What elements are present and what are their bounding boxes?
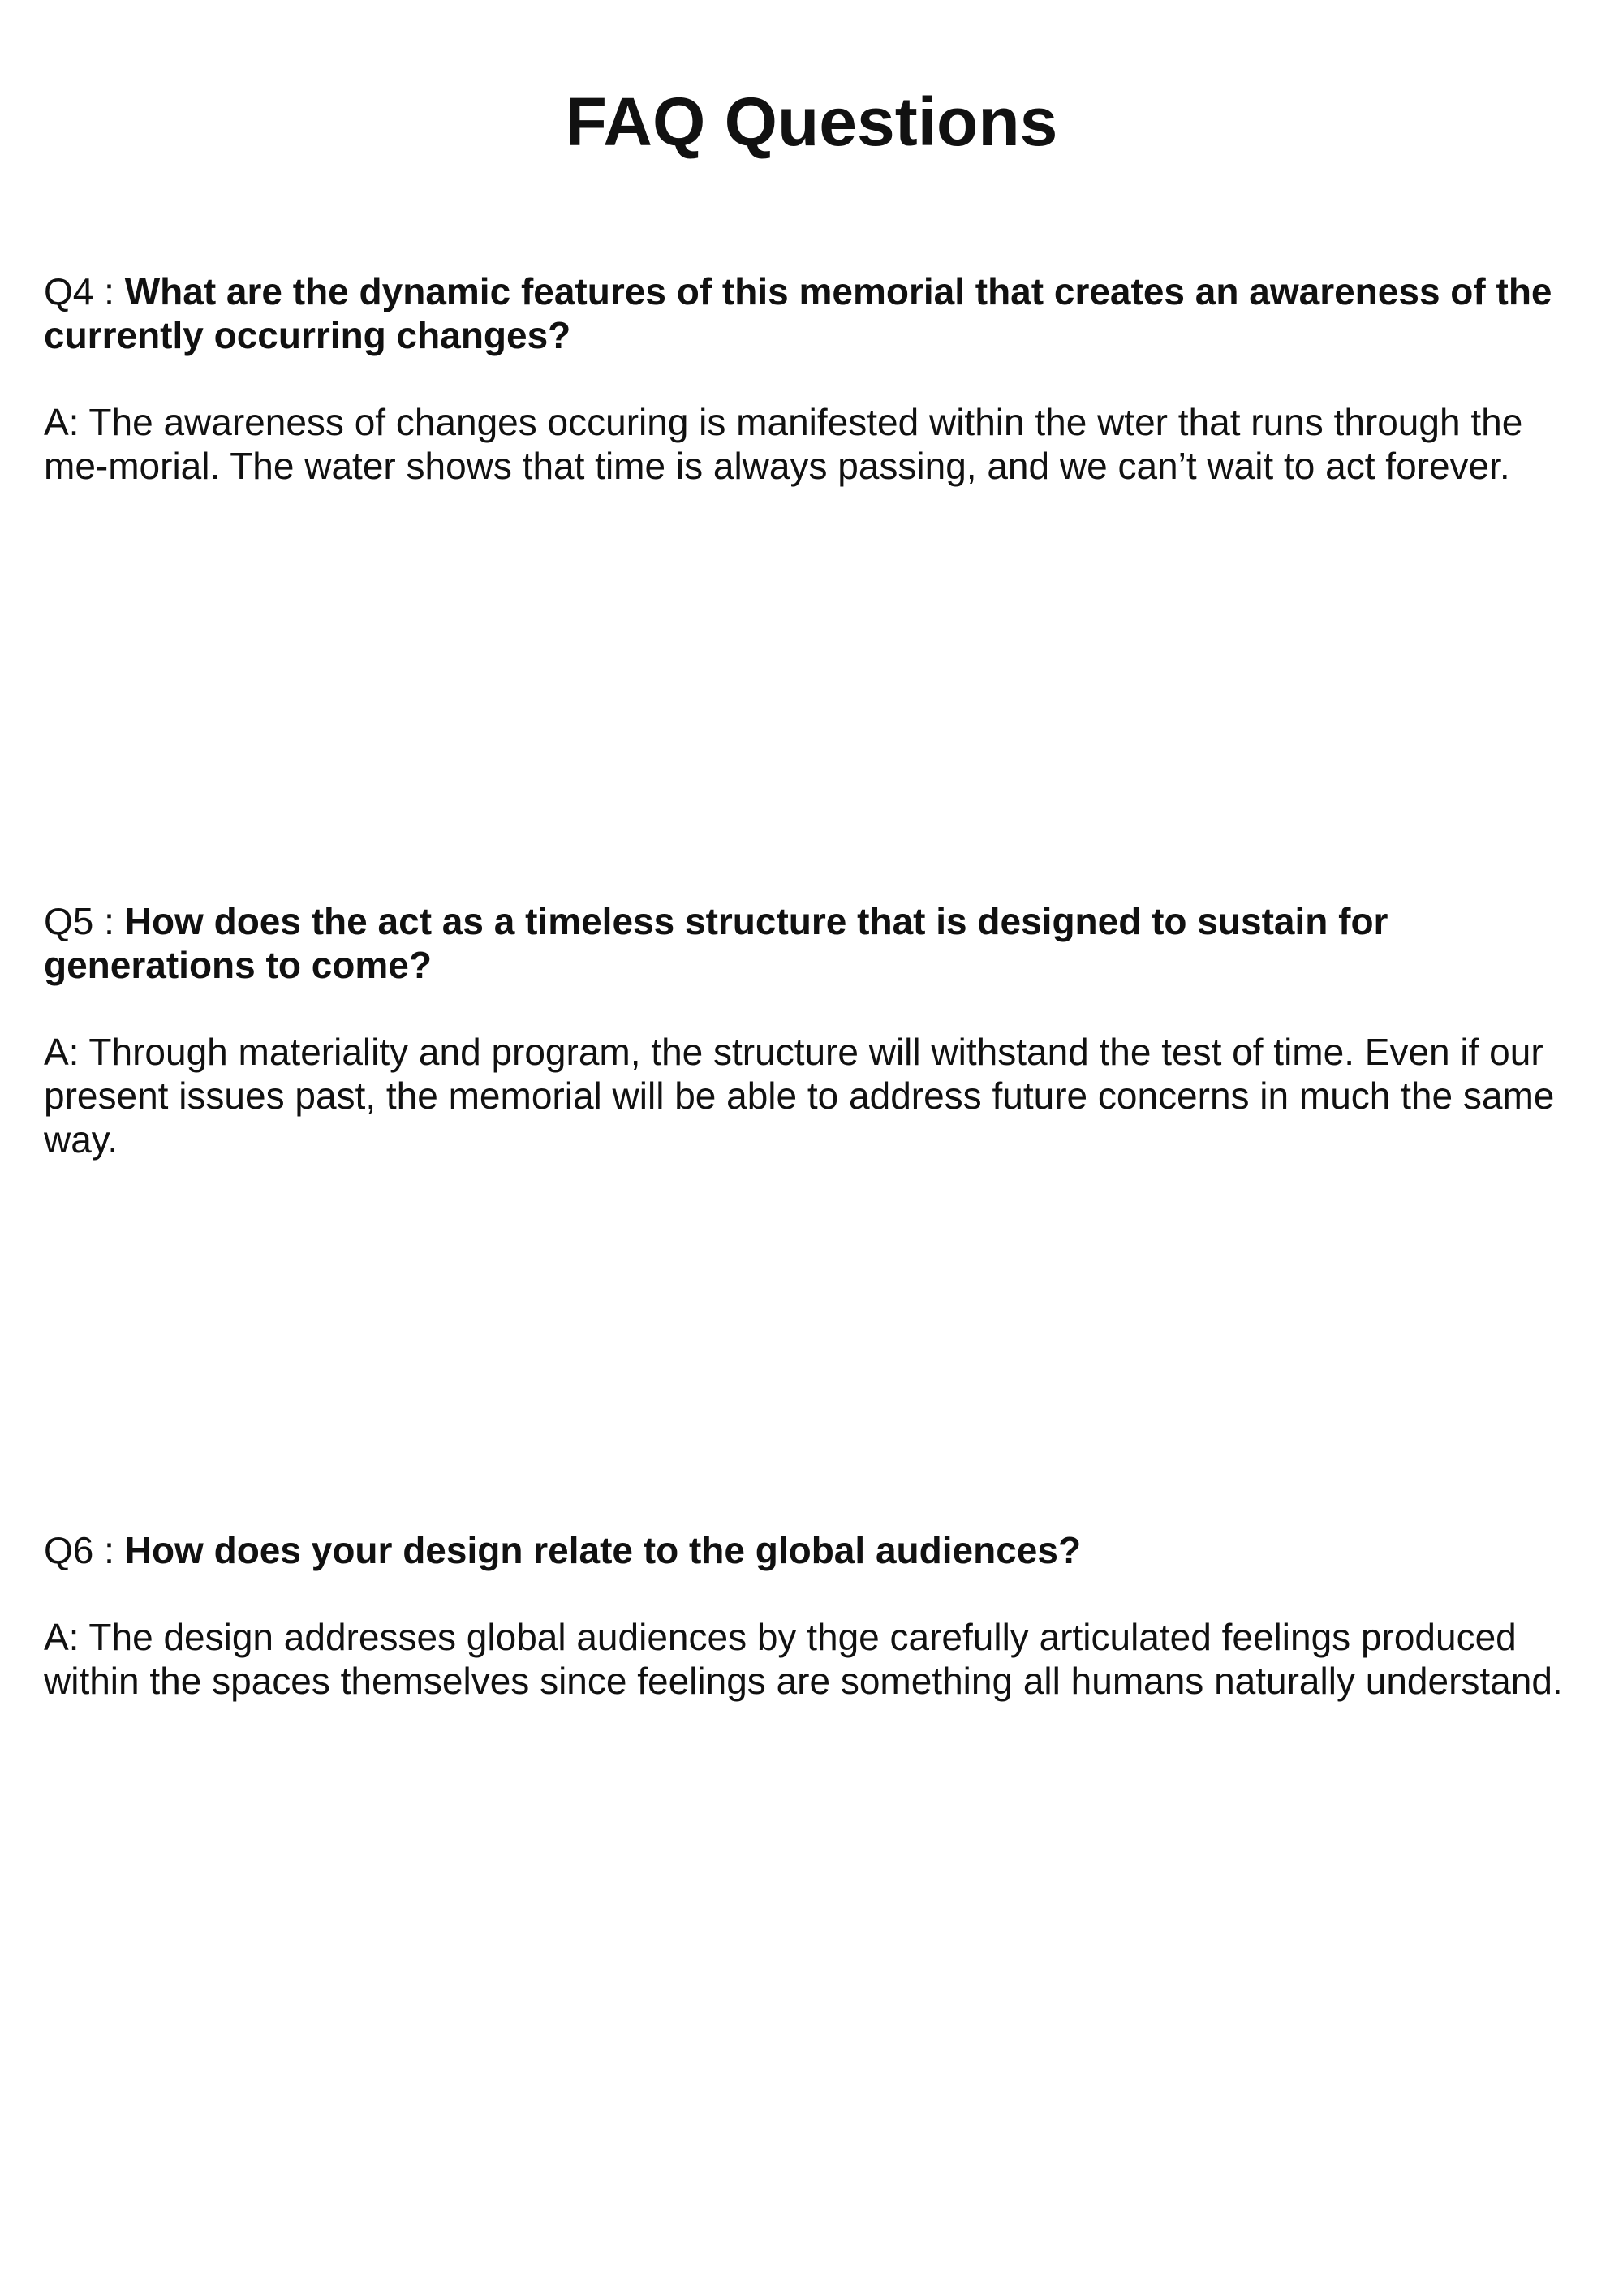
question-text: How does the act as a timeless structure that is designed to sustain for generations to come? (44, 900, 1388, 986)
faq-item-q5 (44, 899, 1586, 1161)
question-label: Q5 : (44, 900, 114, 942)
question-text: How does your design relate to the global audiences? (124, 1529, 1082, 1571)
page-title: FAQ Questions (565, 84, 1058, 160)
faq-answer: A: The awareness of changes occuring is manifested within the wter that runs through the me-morial. The water shows that time is always passing, and we can’t wait to act forever. (44, 401, 1523, 487)
question-text: What are the dynamic features of this memorial that creates an awareness of the currently occurring changes? (44, 270, 1552, 356)
question-label: Q4 : (44, 270, 114, 312)
question-label: Q6 : (44, 1529, 114, 1571)
faq-answer: A: The design addresses global audiences by thge carefully articulated feelings produced within the spaces themselves since feelings are something all humans naturally understand. (44, 1616, 1563, 1702)
faq-item-q4 (44, 269, 1586, 488)
faq-question (44, 1528, 1586, 1572)
faq-item-q6 (44, 1528, 1586, 1703)
faq-answer: A: Through materiality and program, the structure will withstand the test of time. Even if our present issues past, the memorial will be able to address future concerns in much the same way. (44, 1031, 1555, 1161)
faq-question (44, 269, 1586, 357)
faq-question (44, 899, 1586, 987)
